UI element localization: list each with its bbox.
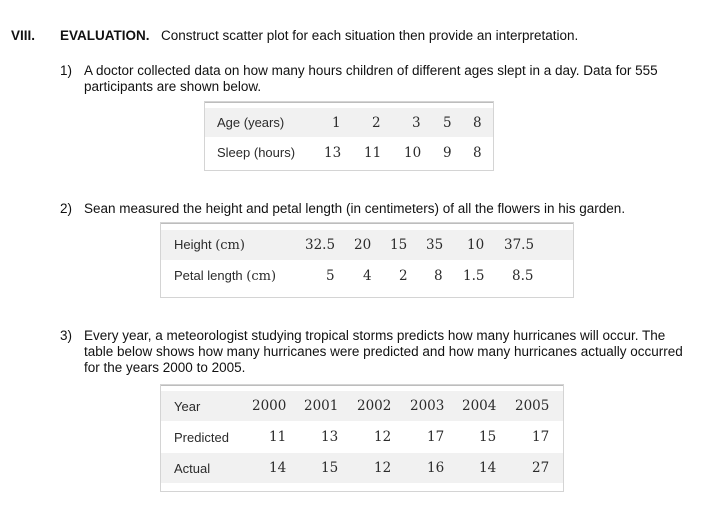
item-2-text	[84, 201, 714, 217]
table-cell: 5	[326, 268, 335, 284]
table-cell: 10	[404, 144, 422, 161]
item-1-line-1: A doctor collected data on how many hours children of different ages slept in a day. Data for 555	[84, 63, 658, 78]
table-cell: 15	[321, 460, 339, 476]
table-cell: 11	[269, 429, 287, 445]
table-cell: 2	[372, 114, 381, 131]
section-number: VIII.	[11, 28, 36, 43]
table-cell: 2002	[357, 398, 392, 414]
table-cell: 2001	[304, 398, 339, 414]
table-cell: 2000	[252, 398, 287, 414]
table-cell: 9	[443, 144, 452, 161]
row-label-unit: (cm)	[215, 238, 245, 253]
item-2-number: 2)	[60, 201, 73, 216]
row-label-age: Age (years)	[217, 115, 285, 130]
table-row	[161, 422, 563, 452]
table-cell: 32.5	[305, 237, 336, 253]
item-3-text	[84, 328, 714, 376]
row-label-unit: (cm)	[246, 269, 277, 284]
item-1-text	[84, 63, 714, 95]
table-cell: 1	[332, 114, 341, 131]
table-cell: 2	[399, 268, 408, 284]
table-cell: 17	[532, 429, 550, 445]
table-cell: 8	[434, 268, 443, 284]
table-row	[205, 108, 493, 137]
row-label-actual: Actual	[174, 460, 211, 476]
table-row	[161, 391, 563, 421]
table-cell: 35	[426, 237, 444, 253]
row-label-predicted: Predicted	[174, 429, 229, 445]
table-cell: 37.5	[504, 237, 535, 253]
table-cell: 16	[427, 460, 445, 476]
table-cell: 1.5	[463, 268, 485, 284]
table-cell: 15	[390, 237, 408, 253]
item-2-line-1: Sean measured the height and petal length (in centimeters) of all the flowers in his garden.	[84, 201, 626, 216]
table-cell: 15	[479, 429, 497, 445]
table-cell: 17	[427, 429, 445, 445]
item-3-number: 3)	[60, 328, 73, 343]
table-cell: 12	[374, 460, 392, 476]
table-cell: 13	[321, 429, 339, 445]
item-3-line-1: Every year, a meteorologist studying tropical storms predicts how many hurricanes will occur. The	[84, 328, 666, 343]
table-cell: 10	[467, 237, 485, 253]
row-label-text: Petal length	[174, 268, 243, 283]
table-row	[161, 261, 573, 291]
table-cell: 20	[354, 237, 372, 253]
table-cell: 13	[324, 144, 342, 161]
table-cell: 8	[473, 114, 482, 131]
row-label-sleep: Sleep (hours)	[217, 145, 296, 160]
row-label-text: Height	[174, 237, 212, 252]
table-1	[204, 101, 494, 171]
row-label-height	[174, 237, 245, 253]
table-cell: 2003	[410, 398, 445, 414]
table-cell: 3	[412, 114, 421, 131]
item-1-number: 1)	[60, 63, 73, 78]
table-cell: 8.5	[512, 268, 534, 284]
section-instruction: Construct scatter plot for each situation then provide an interpretation.	[161, 28, 579, 43]
table-cell: 4	[363, 268, 372, 284]
table-row	[205, 138, 493, 167]
table-cell: 2005	[515, 398, 550, 414]
table-cell: 2004	[462, 398, 497, 414]
table-row	[161, 453, 563, 483]
table-2	[160, 222, 574, 298]
table-cell: 11	[364, 144, 382, 161]
row-label-year: Year	[174, 398, 201, 414]
table-cell: 8	[473, 144, 482, 161]
section-title: EVALUATION.	[60, 28, 150, 43]
table-cell: 5	[443, 114, 452, 131]
item-3-line-3: for the years 2000 to 2005.	[84, 360, 246, 375]
table-row	[161, 230, 573, 260]
row-label-petal-length	[174, 268, 276, 284]
table-cell: 27	[532, 460, 550, 476]
table-cell: 14	[479, 460, 497, 476]
item-3-line-2: table below shows how many hurricanes were predicted and how many hurricanes actually occurred	[84, 344, 683, 359]
table-cell: 14	[269, 460, 287, 476]
item-1-line-2: participants are shown below.	[84, 79, 262, 94]
table-3	[160, 384, 564, 492]
table-cell: 12	[374, 429, 392, 445]
